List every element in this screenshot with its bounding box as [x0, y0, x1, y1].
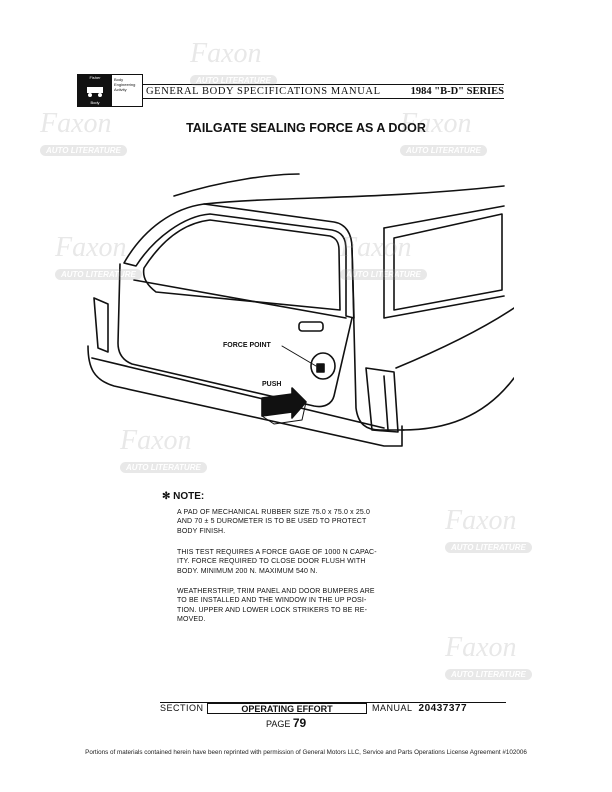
watermark-sub: AUTO LITERATURE: [400, 145, 487, 156]
section-name: OPERATING EFFORT: [207, 703, 367, 714]
page-number-block: [266, 716, 306, 730]
right-tail-lamp: [366, 368, 398, 432]
watermark: [40, 108, 127, 158]
watermark-brand: Faxon: [340, 232, 412, 263]
roof-top-edge: [204, 186, 504, 204]
fisher-body-logo: [77, 74, 143, 107]
watermark-brand: Faxon: [445, 505, 517, 536]
watermark: [400, 108, 487, 158]
note-paragraph: THIS TEST REQUIRES A FORCE GAGE OF 1000 N CAPAC- ITY. FORCE REQUIRED TO CLOSE DOOR FLUSH WITH BODY. MINIMUM 200 N. MAXIMUM 540 N.: [177, 549, 377, 575]
watermark-sub: AUTO LITERATURE: [445, 669, 532, 680]
coach-icon: [84, 85, 106, 97]
force-point-leader: [282, 346, 316, 366]
logo-text-line2: Engineering: [114, 82, 136, 87]
watermark: [120, 425, 207, 475]
logo-emblem: [78, 75, 112, 106]
logo-emblem-line1: Fisher: [89, 75, 101, 80]
watermark-sub: AUTO LITERATURE: [40, 145, 127, 156]
watermark-brand: Faxon: [40, 108, 112, 139]
watermark-brand: Faxon: [120, 425, 192, 456]
section-label: SECTION: [160, 703, 204, 713]
note-heading: ✻ NOTE:: [162, 491, 205, 502]
rear-window-glass: [144, 220, 340, 310]
footer-rule: [160, 702, 506, 703]
force-point-label: FORCE POINT: [223, 342, 271, 349]
note-paragraph: WEATHERSTRIP, TRIM PANEL AND DOOR BUMPERS ARE TO BE INSTALLED AND THE WINDOW IN THE UP POSI- TION. UPPER AND LOWER LOCK STRIKERS TO BE RE- MOVED.: [177, 588, 375, 624]
manual-title: GENERAL BODY SPECIFICATIONS MANUAL: [146, 86, 381, 97]
watermark-brand: Faxon: [190, 38, 262, 69]
left-tail-lamp: [94, 298, 108, 352]
watermark: [340, 232, 427, 282]
roof-line: [174, 174, 299, 196]
watermark-brand: Faxon: [400, 108, 472, 139]
push-label: PUSH: [262, 381, 282, 388]
page-label: PAGE: [266, 719, 291, 729]
logo-text-line3: Activity: [114, 87, 127, 92]
logo-text-line1: Body: [114, 77, 124, 82]
rear-fender: [402, 378, 514, 430]
tailgate-illustration: [84, 168, 514, 468]
watermark: [445, 505, 532, 555]
footer-section-row: [160, 702, 506, 714]
permission-notice: Portions of materials contained herein have been reprinted with permission of General Motors LLC, Service and Parts Operations License Agreement #102006: [85, 749, 527, 756]
manual-number: 20437377: [418, 702, 468, 714]
tailgate-door: [118, 264, 352, 407]
page-title: TAILGATE SEALING FORCE AS A DOOR: [186, 121, 426, 135]
watermark-brand: Faxon: [55, 232, 127, 263]
body-side-line: [396, 308, 514, 368]
page-number: 79: [292, 716, 307, 730]
series-label: 1984 "B-D" SERIES: [410, 86, 504, 97]
watermark-sub: AUTO LITERATURE: [55, 269, 142, 280]
header-rule-bottom: [143, 98, 504, 99]
watermark-sub: AUTO LITERATURE: [340, 269, 427, 280]
manual-label: MANUAL: [372, 703, 413, 713]
watermark-sub: AUTO LITERATURE: [120, 462, 207, 473]
note-paragraph: A PAD OF MECHANICAL RUBBER SIZE 75.0 x 75.0 x 25.0 AND 70 ± 5 DUROMETER IS TO BE USED TO PROTECT BODY FINISH.: [177, 509, 371, 535]
door-handle: [299, 322, 323, 331]
watermark-brand: Faxon: [445, 632, 517, 663]
force-point-marker: [317, 364, 324, 372]
push-arrow-icon: [262, 388, 306, 418]
watermark: [445, 632, 532, 682]
watermark-sub: AUTO LITERATURE: [190, 75, 277, 86]
logo-text: [112, 75, 142, 106]
logo-emblem-line2: Body: [90, 100, 100, 105]
watermark-sub: AUTO LITERATURE: [445, 542, 532, 553]
watermark: [55, 232, 142, 282]
watermark: [190, 38, 277, 88]
door-belt-line: [134, 280, 346, 318]
right-lamp-divider: [384, 376, 388, 430]
